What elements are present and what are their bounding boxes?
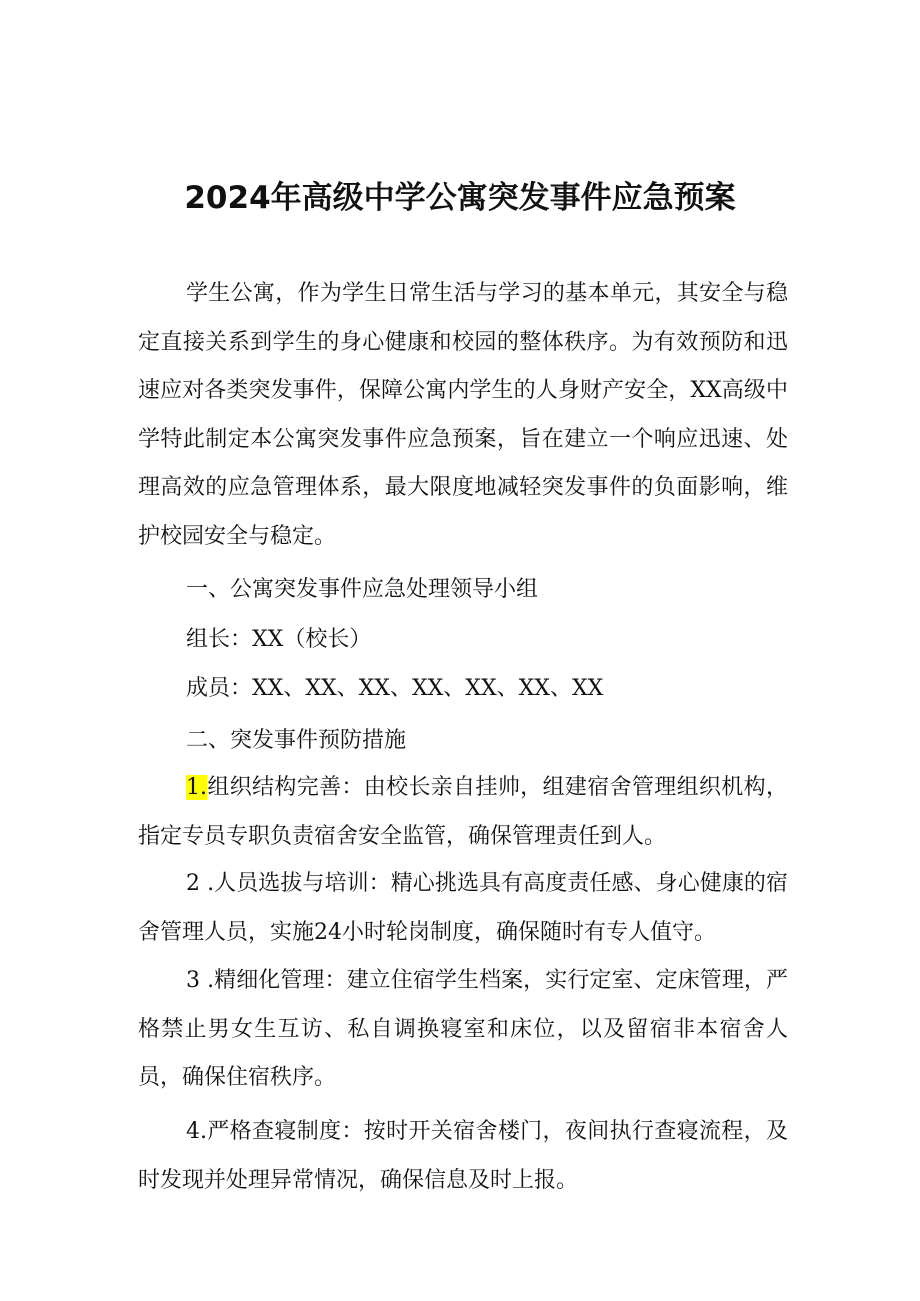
item1-text: 组织结构完善：由校长亲自挂帅，组建宿舍管理组织机构，指定专员专职负责宿舍安全监管，确保管理责任到人。 bbox=[138, 775, 788, 849]
document-title: 2024年高级中学公寓突发事件应急预案 bbox=[184, 180, 736, 216]
item-number-highlight: 1. bbox=[186, 775, 207, 800]
leader-line: 组长：XX（校长） bbox=[186, 627, 372, 652]
intro-paragraph: 学生公寓，作为学生日常生活与学习的基本单元，其安全与稳定直接关系到学生的身心健康和校园的整体秩序。为有效预防和迅速应对各类突发事件，保障公寓内学生的人身财产安全，XX高级中学特此制定本公寓突发事件应急预案，旨在建立一个响应迅速、处理高效的应急管理体系，最大限度地减轻突发事件的负面影响，维护校园安全与稳定。 bbox=[138, 281, 788, 549]
section2-heading: 二、突发事件预防措施 bbox=[186, 728, 407, 753]
measure-item-1 bbox=[138, 764, 788, 861]
measure-item-2: 2 .人员选拔与培训：精心挑选具有高度责任感、身心健康的宿舍管理人员，实施24小时轮岗制度，确保随时有专人值守。 bbox=[138, 871, 788, 945]
members-line: 成员：XX、XX、XX、XX、XX、XX、XX bbox=[186, 676, 604, 701]
measure-item-3: 3 .精细化管理：建立住宿学生档案，实行定室、定床管理，严格禁止男女生互访、私自调换寝室和床位，以及留宿非本宿舍人员，确保住宿秩序。 bbox=[138, 968, 788, 1090]
section1-heading: 一、公寓突发事件应急处理领导小组 bbox=[186, 577, 539, 602]
measure-item-4: 4.严格查寝制度：按时开关宿舍楼门，夜间执行查寝流程，及时发现并处理异常情况，确保信息及时上报。 bbox=[138, 1119, 788, 1193]
